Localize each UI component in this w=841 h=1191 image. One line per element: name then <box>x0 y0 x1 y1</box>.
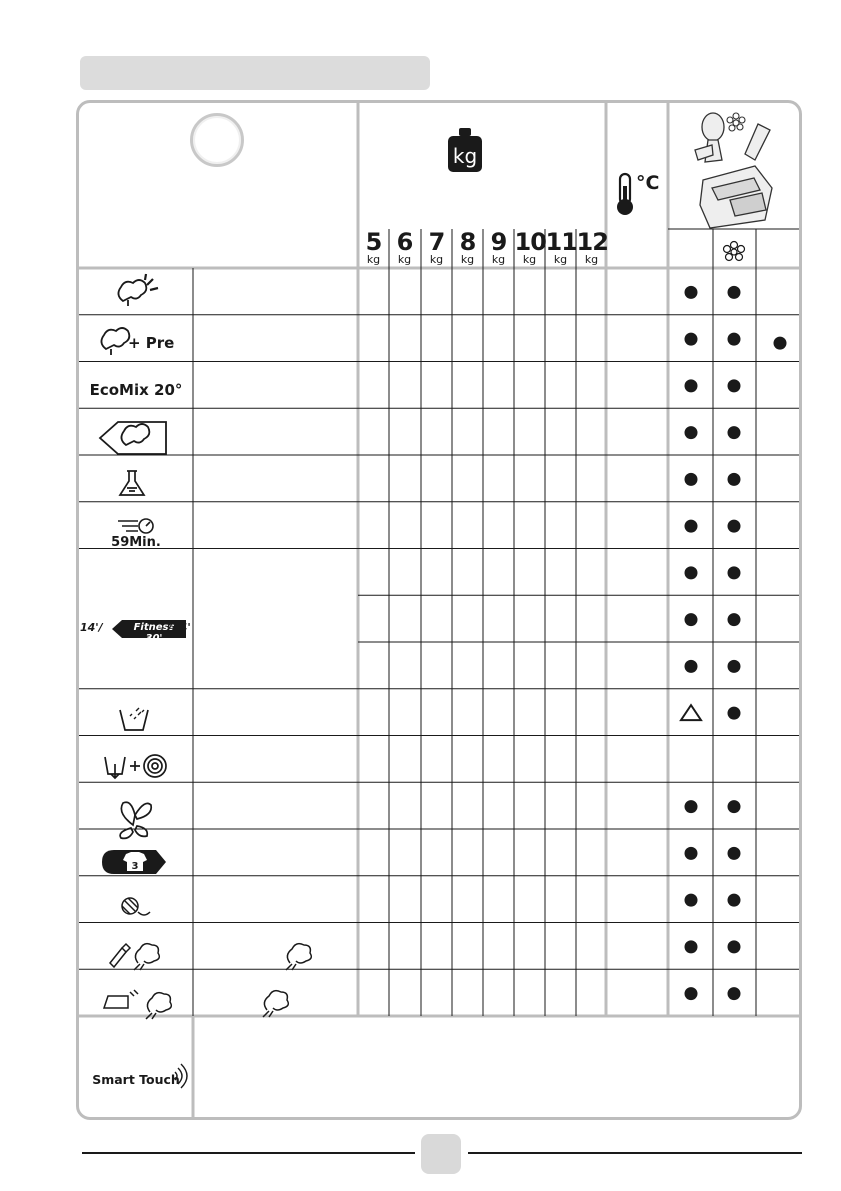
detergent-dot-marker <box>685 566 698 579</box>
temperature-unit: °C <box>636 172 660 194</box>
weight-unit: kg <box>397 253 412 266</box>
weight-number: 12 <box>576 228 608 256</box>
weight-unit: kg <box>491 253 506 266</box>
fitness-right-time: /44' <box>168 621 191 634</box>
detergent-dot-marker <box>728 286 741 299</box>
detergent-dot-marker <box>728 987 741 1000</box>
page-number-badge <box>421 1134 461 1174</box>
detergent-dot-marker <box>685 520 698 533</box>
detergent-dot-marker <box>728 660 741 673</box>
footer-line-right <box>468 1152 802 1154</box>
detergent-dot-marker <box>685 379 698 392</box>
smart-touch-label: Smart Touch <box>92 1072 180 1087</box>
program-label-prewash: + Pre <box>128 334 175 352</box>
detergent-dot-marker <box>728 333 741 346</box>
detergent-dot-marker <box>774 337 787 350</box>
svg-text:3: 3 <box>131 861 139 872</box>
detergent-dot-marker <box>728 379 741 392</box>
weight-unit: kg <box>429 253 444 266</box>
weight-unit: kg <box>366 253 381 266</box>
detergent-dot-marker <box>685 894 698 907</box>
weight-number: 5 <box>365 228 382 256</box>
weight-unit: kg <box>522 253 537 266</box>
detergent-dot-marker <box>728 894 741 907</box>
weight-number: 9 <box>490 228 507 256</box>
weight-unit: kg <box>460 253 475 266</box>
detergent-dot-marker <box>728 566 741 579</box>
weight-unit: kg <box>553 253 568 266</box>
program-label-ecomix: EcoMix 20° <box>89 381 183 399</box>
detergent-dot-marker <box>685 473 698 486</box>
program-label-59min: 59Min. <box>111 535 161 550</box>
fitness-left-time: 14'/ <box>80 621 103 634</box>
weight-number: 8 <box>459 228 476 256</box>
weight-number: 7 <box>428 228 445 256</box>
detergent-dot-marker <box>685 847 698 860</box>
detergent-dot-marker <box>728 520 741 533</box>
detergent-dot-marker <box>685 800 698 813</box>
detergent-dot-marker <box>728 800 741 813</box>
detergent-triangle-marker <box>681 705 701 720</box>
weight-number: 10 <box>514 228 546 256</box>
detergent-dot-marker <box>685 613 698 626</box>
detergent-dot-marker <box>728 707 741 720</box>
detergent-dot-marker <box>685 333 698 346</box>
detergent-dot-marker <box>685 987 698 1000</box>
weight-number: 11 <box>545 228 577 256</box>
fitness-center-label: Fitness 30' <box>133 622 175 644</box>
detergent-dot-marker <box>685 660 698 673</box>
detergent-dot-marker <box>728 473 741 486</box>
detergent-dot-marker <box>728 940 741 953</box>
footer-line-left <box>82 1152 415 1154</box>
detergent-dot-marker <box>685 426 698 439</box>
weight-unit: kg <box>584 253 599 266</box>
kg-icon-text: kg <box>452 144 478 168</box>
detergent-dot-marker <box>728 847 741 860</box>
detergent-dot-marker <box>685 286 698 299</box>
detergent-dot-marker <box>685 940 698 953</box>
weight-number: 6 <box>396 228 413 256</box>
detergent-dot-marker <box>728 426 741 439</box>
detergent-dot-marker <box>728 613 741 626</box>
